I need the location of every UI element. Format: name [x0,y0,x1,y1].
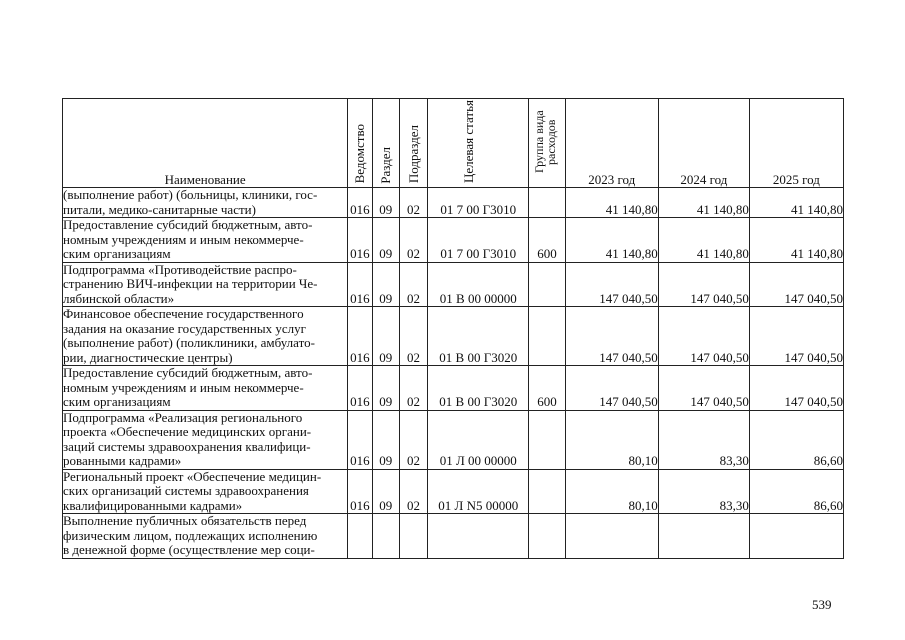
row-subsection: 02 [399,218,427,263]
row-group: 600 [529,218,565,263]
header-section: Раздел [372,99,399,188]
row-y2024: 41 140,80 [658,188,749,218]
table-row [63,410,844,469]
row-section: 09 [372,218,399,263]
row-dept: 016 [348,469,372,514]
row-section: 09 [372,262,399,307]
header-target: Целевая статья [428,99,529,188]
row-y2024: 147 040,50 [658,307,749,366]
row-name: Предоставление субсидий бюджетным, авто- номным учреждениям и иным некоммерче- ским организациям [63,218,348,263]
row-target: 01 7 00 Г3010 [428,188,529,218]
row-group: 600 [529,366,565,411]
header-name: Наименование [63,99,348,188]
row-y2025: 147 040,50 [749,262,843,307]
row-y2023: 147 040,50 [565,262,658,307]
row-y2024: 83,30 [658,469,749,514]
table-row [63,469,844,514]
row-name: Подпрограмма «Реализация регионального проекта «Обеспечение медицинских органи- заций системы здравоохранения квалифици- рованными кадрами» [63,410,348,469]
row-y2024 [658,514,749,559]
row-section [372,514,399,559]
row-y2025: 147 040,50 [749,366,843,411]
row-target: 01 В 00 Г3020 [428,307,529,366]
row-subsection: 02 [399,469,427,514]
table-row [63,307,844,366]
row-y2025: 41 140,80 [749,218,843,263]
row-name: Подпрограмма «Противодействие распро- странению ВИЧ-инфекции на территории Че- лябинской области» [63,262,348,307]
row-y2024: 83,30 [658,410,749,469]
row-y2024: 147 040,50 [658,366,749,411]
row-target: 01 Л 00 00000 [428,410,529,469]
row-subsection: 02 [399,188,427,218]
row-section: 09 [372,366,399,411]
table-row [63,218,844,263]
row-y2023: 41 140,80 [565,218,658,263]
row-dept: 016 [348,188,372,218]
row-target: 01 Л N5 00000 [428,469,529,514]
row-y2023: 147 040,50 [565,307,658,366]
page-number: 539 [812,597,832,612]
row-name: Выполнение публичных обязательств перед физическим лицом, подлежащих исполнению в денежной форме (осуществление мер соци- [63,514,348,559]
table-row [63,366,844,411]
header-subsection: Подраздел [399,99,427,188]
header-dept: Ведомство [348,99,372,188]
table-header-row [63,99,844,188]
row-y2024: 147 040,50 [658,262,749,307]
row-y2023: 80,10 [565,469,658,514]
row-target: 01 В 00 00000 [428,262,529,307]
row-group [529,469,565,514]
row-subsection: 02 [399,410,427,469]
row-name: (выполнение работ) (больницы, клиники, гос- питали, медико-санитарные части) [63,188,348,218]
row-y2023: 80,10 [565,410,658,469]
row-group [529,410,565,469]
row-name: Региональный проект «Обеспечение медицин- ских организаций системы здравоохранения квалифицированными кадрами» [63,469,348,514]
table-row [63,514,844,559]
row-subsection: 02 [399,366,427,411]
row-section: 09 [372,410,399,469]
row-dept [348,514,372,559]
row-y2025: 41 140,80 [749,188,843,218]
row-section: 09 [372,307,399,366]
row-y2023: 41 140,80 [565,188,658,218]
row-dept: 016 [348,262,372,307]
row-y2025: 86,60 [749,469,843,514]
row-group [529,262,565,307]
row-dept: 016 [348,366,372,411]
row-y2025: 86,60 [749,410,843,469]
header-expense-group: Группа вида расходов [529,99,565,188]
row-group [529,188,565,218]
row-y2024: 41 140,80 [658,218,749,263]
row-section: 09 [372,469,399,514]
row-y2025 [749,514,843,559]
header-2023: 2023 год [565,99,658,188]
row-name: Финансовое обеспечение государственного задания на оказание государственных услуг (выполнение работ) (поликлиники, амбулато- рии, диагностические центры) [63,307,348,366]
row-subsection: 02 [399,262,427,307]
row-y2023 [565,514,658,559]
table-row [63,188,844,218]
row-subsection [399,514,427,559]
row-group [529,307,565,366]
header-2024: 2024 год [658,99,749,188]
row-y2025: 147 040,50 [749,307,843,366]
header-2025: 2025 год [749,99,843,188]
row-y2023: 147 040,50 [565,366,658,411]
row-dept: 016 [348,307,372,366]
row-group [529,514,565,559]
row-target: 01 7 00 Г3010 [428,218,529,263]
row-dept: 016 [348,218,372,263]
row-section: 09 [372,188,399,218]
row-target [428,514,529,559]
table-row [63,262,844,307]
row-dept: 016 [348,410,372,469]
row-name: Предоставление субсидий бюджетным, авто- номным учреждениям и иным некоммерче- ским организациям [63,366,348,411]
budget-table [62,98,844,559]
row-subsection: 02 [399,307,427,366]
row-target: 01 В 00 Г3020 [428,366,529,411]
